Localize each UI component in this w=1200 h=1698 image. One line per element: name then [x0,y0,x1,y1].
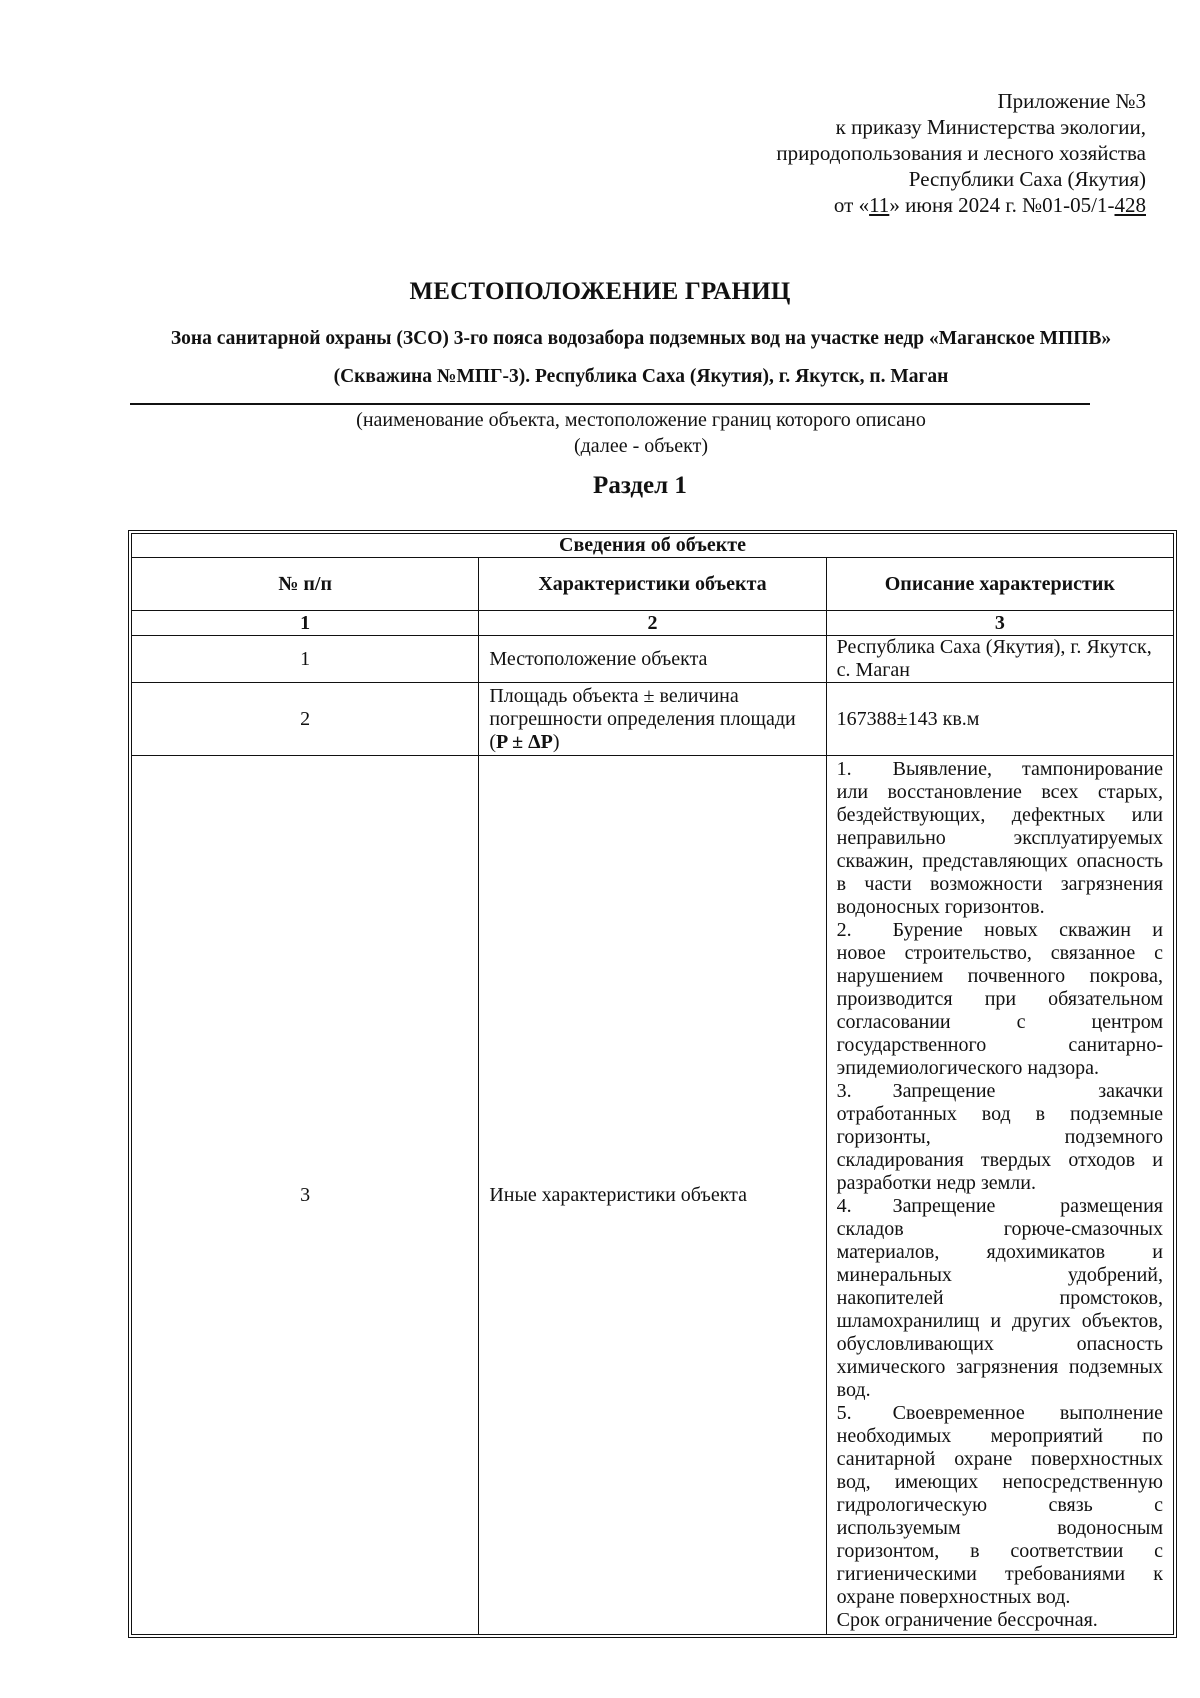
closing-note: Срок ограничение бессрочная. [836,1609,1098,1631]
date-middle: » июня 2024 г. №01-05/1- [889,193,1115,217]
header-number: № п/п [132,558,479,611]
row-description [826,756,1173,1635]
row-number: 3 [132,756,479,1635]
column-number: 1 [132,611,479,636]
approval-line: Приложение №3 [997,89,1146,113]
characteristic-text: Площадь объекта ± величина погрешности определения площади ( [489,684,796,753]
item-text: Выявление, тампонирование или восстановление всех старых, бездействующих, дефектных или неправильно эксплуатируемых скважин, представляющих опасность в части возможности загрязнения водоносных горизонтов. [836,758,1163,918]
item-number: 5. [836,1402,852,1424]
row-characteristic: Иные характеристики объекта [479,756,826,1635]
object-info-table [128,530,1177,1638]
column-number: 3 [826,611,1173,636]
characteristic-end: ) [552,730,560,753]
underline-divider [130,403,1090,405]
table-row [132,756,1174,1635]
caption-line: (наименование объекта, местоположение границ которого описано [356,409,926,431]
list-item [837,758,1163,919]
row-description: 167388±143 кв.м [826,683,1173,756]
approval-line: к приказу Министерства экологии, [835,115,1146,139]
item-text: Своевременное выполнение необходимых мероприятий по санитарной охране поверхностных вод, имеющих непосредственную гидрологическую связь с используемым водоносным горизонтом, в соответствии с гигиеническими требованиями к охране поверхностных вод. [836,1402,1163,1608]
list-item [837,1402,1163,1609]
row-number: 1 [132,636,479,683]
list-item [837,1195,1163,1402]
item-text: Запрещение размещения складов горюче-смазочных материалов, ядохимикатов и минеральных удобрений, накопителей промстоков, шламохранилищ и других объектов, обусловливающих опасность химического загрязнения подземных вод. [836,1195,1163,1401]
object-name-caption [130,407,1152,459]
table-caption: Сведения об объекте [132,534,1174,558]
approval-line: природопользования и лесного хозяйства [776,141,1146,165]
row-description: Республика Саха (Якутия), г. Якутск, с. Маган [826,636,1173,683]
table-row [132,683,1174,756]
row-number: 2 [132,683,479,756]
order-number: 428 [1114,193,1146,217]
column-number: 2 [479,611,826,636]
header-characteristic: Характеристики объекта [479,558,826,611]
section-heading: Раздел 1 [593,472,687,499]
item-number: 1. [836,758,852,780]
approval-date-line [776,192,1146,218]
item-text: Бурение новых скважин и новое строительство, связанное с нарушением почвенного покрова, производится при обязательном согласовании с центром государственного санитарно-эпидемиологического надзора. [836,919,1163,1079]
header-description: Описание характеристик [826,558,1173,611]
item-number: 3. [836,1080,852,1102]
document-title: МЕСТОПОЛОЖЕНИЕ ГРАНИЦ [409,278,791,305]
table-row [132,636,1174,683]
date-prefix: от « [833,193,870,217]
row-characteristic: Местоположение объекта [479,636,826,683]
row-characteristic [479,683,826,756]
list-item [837,1080,1163,1195]
approval-block [776,88,1146,218]
column-number-row [132,611,1174,636]
table-caption-row [132,534,1174,558]
object-name: Зона санитарной охраны (ЗСО) 3-го пояса водозабора подземных вод на участке недр «Маганское МППВ» (Скважина №МПГ-3). Республика Саха (Якутия), г. Якутск, п. Маган [170,328,1112,387]
item-text: Запрещение закачки отработанных вод в подземные горизонты, подземного складирования твердых отходов и разработки недр земли. [836,1080,1163,1194]
approval-line: Республики Саха (Якутия) [908,167,1146,191]
item-number: 4. [836,1195,852,1217]
item-number: 2. [836,919,852,941]
list-item [837,919,1163,1080]
caption-line: (далее - объект) [573,435,709,457]
date-day: 11 [869,193,890,217]
characteristic-formula: P ± ΔP [496,730,553,753]
table-header-row [132,558,1174,611]
